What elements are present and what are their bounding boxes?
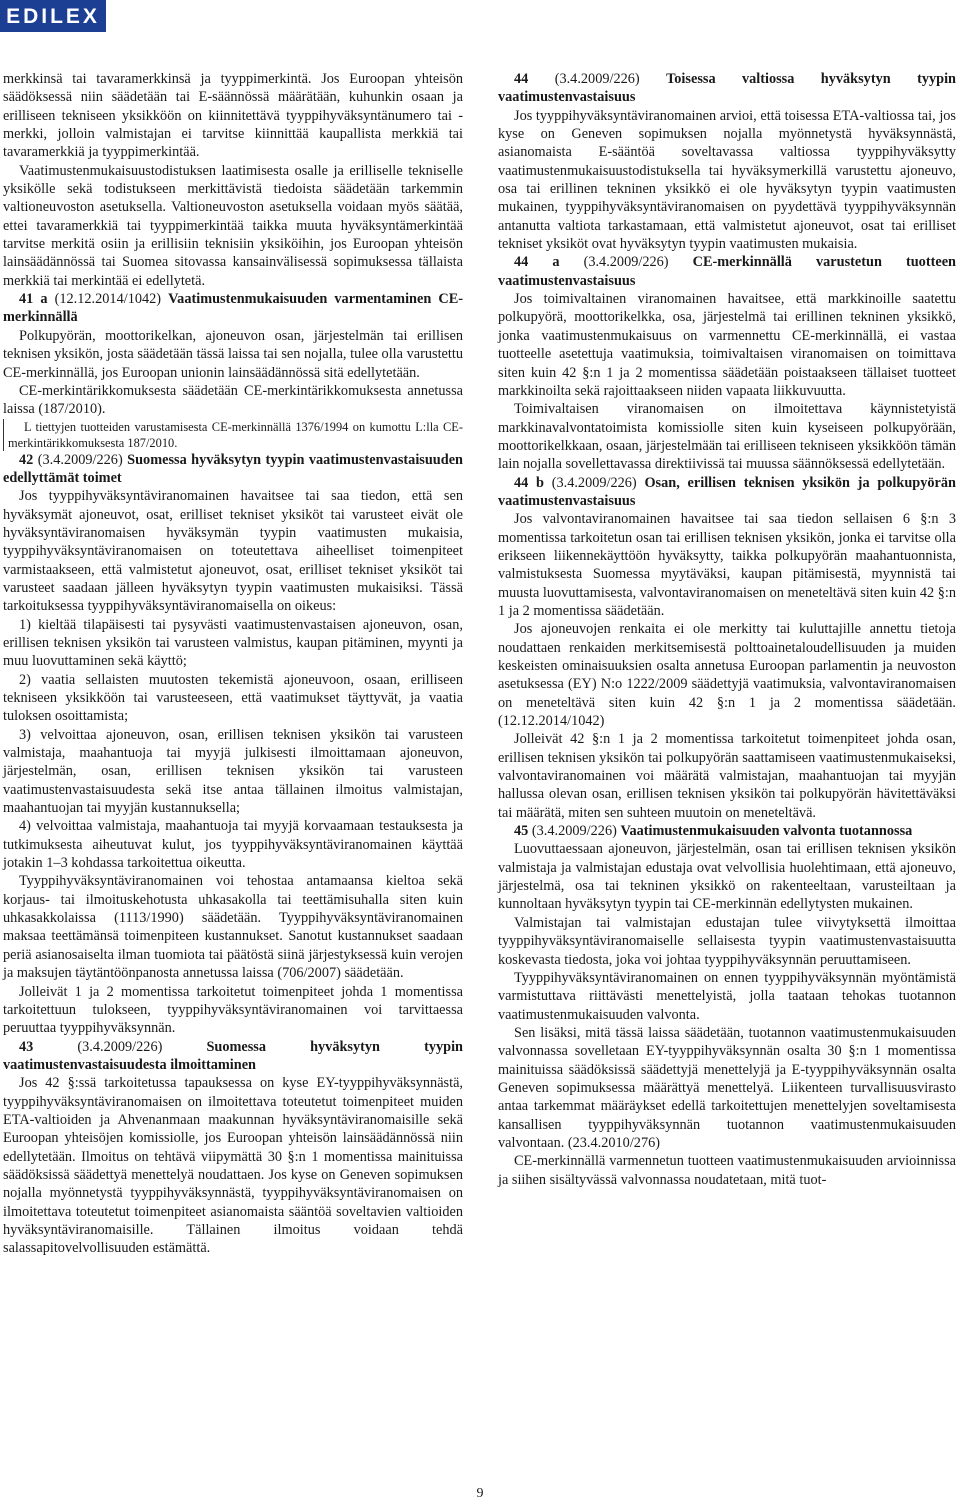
amendment-ref: (3.4.2009/226) — [551, 474, 637, 491]
section-heading-44 — [498, 70, 956, 107]
left-column — [3, 70, 463, 1258]
paragraph: Jolleivät 42 §:n 1 ja 2 momentissa tarkoitetut toimenpiteet johda osan, erillisen teknisen yksikön tai polkupyörän saattamiseen vaatimustenmukaiseksi, valvontaviranomainen voi määrätä valmistajan, maahantuojan tai myyjän hallussa olevan osan, erillisen teknisen yksikön tai polkupyörän hävitettäväksi tai määrätä, miten sen suhteen muutoin on meneteltävä. — [498, 731, 956, 821]
paragraph: Tyyppihyväksyntäviranomainen voi tehostaa antamaansa kieltoa sekä korjaus- tai ilmoituskehotusta uhkasakolla tai teettämisuhalla siten kuin uhkasakkolaissa (1113/1990) säädetään. Tyyppihyväksyntäviranomainen maksaa teettämänsä toimenpiteen kustannukset. Sanotut kustannukset saadaan periä asianosaiselta ilman tuomiota tai päätöstä siinä järjestyksessä kuin verojen ja maksujen täytäntöönpanosta annetussa laissa (706/2007) säädetään. — [3, 873, 463, 982]
paragraph: Valmistajan tai valmistajan edustajan tulee viivytyksettä ilmoittaa tyyppihyväksyntäviranomaiselle sellaisesta tyypin vaatimustenvastaisuutta koskevasta tiedosta, joka voi johtaa tyyppihyväksynnän peruuttamiseen. — [498, 914, 956, 968]
section-title: CE-merkinnällä varustetun tuotteen vaatimustenvastaisuus — [498, 254, 956, 289]
paragraph: merkkinsä tai tavaramerkkinsä ja tyyppimerkintä. Jos Euroopan yhteisön säädöksessä niin säädetään tai E-säännössä määrätään, kuhunkin osaan ja erilliseen tekniseen yksikköön on kiinnitettävä tyyppihyväksyntänumero tai -merkki, jolloin valmistajan ei tarvitse kiinnittää kaupallista merkkiä tai tavaramerkkiä ja tyyppimerkintää. — [3, 71, 463, 161]
list-item: 4) velvoittaa valmistaja, maahantuoja tai myyjä korvaamaan testauksesta ja tutkimuksesta aiheutuvat kulut, jos tyyppihyväksyntäviranomainen käyttää jotakin 1–3 kohdassa tarkoitettua oikeutta. — [3, 818, 463, 872]
paragraph: Vaatimustenmukaisuustodistuksen laatimisesta osalle ja erilliselle tekniselle yksikölle sekä todistukseen merkittävistä tiedoista säädetään tarkemmin valtioneuvoston asetuksella. Valtioneuvoston asetuksella voidaan myös säätää, ettei tavaramerkkiä tai tyyppimerkintää taikka muuta hyväksyntämerkintää tarvitse merkitä osiin ja erillisiin teknisiin yksiköihin, jos Euroopan yhteisön lainsäädännössä tai Suomea sitovassa kansainvälisessä sopimuksessa tällaista merkkiä tai merkintää ei edellytetä. — [3, 162, 463, 289]
section-title: Osan, erillisen teknisen yksikön ja polkupyörän vaatimustenvastaisuus — [498, 474, 956, 509]
amendment-ref: (3.4.2009/226) — [554, 71, 640, 87]
paragraph: Toimivaltaisen viranomaisen on ilmoitettava käynnistetyistä markkinavalvontatoimista komissiolle siten kuin kyseiseen polkupyörään, moottorikelkkaan, osaan, järjestelmään tai erilliseen tekniseen yksikköön tämän lain nojalla sovellettavassa direktiivissä tai muussa säännöksessä edellytetään. — [498, 401, 956, 473]
section-number: 42 — [19, 451, 34, 468]
section-title: Toisessa valtiossa hyväksytyn tyypin vaatimustenvastaisuus — [498, 71, 957, 106]
list-item: 1) kieltää tilapäisesti tai pysyvästi vaatimustenvastaisen ajoneuvon, osan, erillisen teknisen yksikön tai varusteen valmistus, kaupan pitäminen, myynti ja muu luovuttaminen sekä käyttö; — [3, 616, 463, 670]
amendment-ref: (3.4.2009/226) — [77, 1038, 163, 1055]
section-number: 45 — [514, 823, 529, 840]
section-heading-45 — [498, 822, 956, 840]
section-title: Suomessa hyväksytyn tyypin vaatimustenvastaisuuden edellyttämät toimet — [3, 451, 464, 486]
paragraph: CE-merkintärikkomuksesta säädetään CE-merkintärikkomuksesta annetussa laissa (187/2010). — [3, 382, 463, 418]
paragraph: Jos 42 §:ssä tarkoitetussa tapauksessa on kyse EY-tyyppihyväksynnästä, tyyppihyväksyntäviranomaisen on ilmoitettava toteutetut toimenpiteet muiden ETA-valtioiden ja Ahvenanmaan maakunnan hyväksyntäviranomaisille sekä Euroopan yhteisöjen komissiolle, jos Euroopan yhteisön lainsäädännössä niin edellytetään. Ilmoitus on tehtävä viipymättä 30 §:n 1 momentissa mainituissa säädöksissä säädettyä menettelyä noudattaen. Jos kyse on Geneven sopimuksen nojalla myönnetystä tyyppihyväksynnästä, tyyppihyväksyntäviranomaisen on ilmoitettava toteutetut toimenpiteet asianomaista sääntöä soveltavien valtioiden hyväksyntäviranomaisille. Tällainen ilmoitus voidaan tehdä salassapitovelvollisuuden estämättä. — [3, 1075, 463, 1257]
paragraph: Jos ajoneuvojen renkaita ei ole merkitty tai kuluttajille annettu tietoja noudattaen renkaiden merkitsemisestä polttoainetaloudellisuuden ja muiden keskeisten ominaisuuksien osalta annetusa Euroopan parlamentin ja neuvoston asetuksessa (EY) N:o 1222/2009 säädettyjä vaatimuksia, valvontaviranomaisen on meneteltävä siten kuin 42 §:n 1 ja 2 momentissa säädetään. (12.12.2014/1042) — [498, 621, 956, 730]
paragraph: Luovuttaessaan ajoneuvon, järjestelmän, osan tai erillisen teknisen yksikön valmistaja ja valmistajan edustaja ovat velvollisia huolehtimaan, että ajoneuvo, järjestelmä, osa tai tekninen yksikkö on rakenteeltaan, varusteiltaan ja kunnoltaan hyväksytyn tyypin tai CE-merkinnän edellytysten mukainen. — [498, 841, 956, 913]
amendment-ref: (3.4.2009/226) — [37, 451, 123, 468]
paragraph: Polkupyörän, moottorikelkan, ajoneuvon osan, järjestelmän tai erillisen teknisen yksikön, josta säädetään tässä laissa tai sen nojalla, tulee olla varustettu CE-merkinnällä, jos Euroopan unionin lainsäädännössä sitä edellytetään. — [3, 327, 463, 381]
paragraph: Jos valvontaviranomainen havaitsee tai saa tiedon sellaisen 6 §:n 3 momentissa tarkoitetun osan tai erillisen teknisen yksikön, jonka ei tarvitse olla erikseen liikennekäyttöön hyväksytty, taikka polkupyörän maahantuonnista, valmistuksesta Suomessa myytäväksi, kaupan pitämisestä, myynnistä tai muusta luovuttamisesta, valvontaviranomaisen on meneteltävä siten kuin 42 §:n 1 ja 2 momentissa säädetään. — [498, 511, 956, 619]
section-title: Vaatimustenmukaisuuden valvonta tuotannossa — [620, 823, 913, 840]
section-number: 44 a — [514, 254, 560, 271]
section-number: 44 — [514, 71, 529, 87]
section-heading-44b — [498, 474, 956, 511]
section-number: 41 a — [19, 291, 48, 308]
section-heading-41a — [3, 290, 463, 327]
paragraph: Jos toimivaltainen viranomainen havaitsee, että markkinoille saatettu polkupyörä, moottorikelkka, osa, järjestelmä tai erillinen tekninen yksikkö, jonka vaatimustenmukaisuus on varmennettu CE-merkinnällä, ei vastaa tuotteelle asetettuja vaatimuksia, toimivaltaisen viranomaisen on toimittava siten kuin 42 §:n 1 ja 2 momentissa säädetään poistaakseen tällaiset tuotteet markkinoilta sekä rajoittaakseen niiden vapaata liikkuvuutta. — [498, 291, 956, 399]
paragraph: Jos tyyppihyväksyntäviranomainen arvioi, että toisessa ETA-valtiossa tai, jos kyse on Geneven sopimuksen nojalla myönnetystä hyväksynnästä, asianomaista E-sääntöä soveltavassa valtiossa tyyppihyväksytty vaatimustenmukaisuustodistuksella tai hyväksymerkillä varustettu ajoneuvo, osa tai erillinen tekninen yksikkö ei ole hyväksytyn tyypin vaatimusten mukainen, tyyppihyväksyntäviranomaisen on pyydettävä tyyppihyväksynnän antanutta valtiota tarkastamaan, että valmistetut ajoneuvot, osat tai erilliset tekniset yksiköt ovat hyväksytyn tyypin vaatimusten mukaisia. — [498, 107, 956, 253]
paragraph: CE-merkinnällä varmennetun tuotteen vaatimustenmukaisuuden arvioinnissa ja siihen sisältyvässä valvonnassa noudatetaan, mitä tuot- — [498, 1153, 956, 1188]
edilex-logo — [0, 0, 106, 32]
paragraph: Jolleivät 1 ja 2 momentissa tarkoitetut toimenpiteet johda 1 momentissa tarkoitettuun tulokseen, tyyppihyväksyntäviranomainen voi tarvittaessa peruuttaa tyyppihyväksynnän. — [3, 983, 463, 1037]
section-number: 43 — [19, 1038, 34, 1055]
amendment-ref: (3.4.2009/226) — [583, 254, 669, 271]
section-number: 44 b — [514, 474, 544, 491]
section-heading-43 — [3, 1038, 463, 1075]
section-heading-44a — [498, 253, 956, 290]
list-item: 3) velvoittaa ajoneuvon, osan, erillisen teknisen yksikön tai varusteen valmistaja, maahantuoja tai myyjä julkisesti ilmoittamaan ajoneuvon, järjestelmän, osan, erillisen teknisen yksikön tai varusteen vaatimustenvastaisuudesta sekä itse antaa tällainen ilmoitus valmistajan, maahantuojan tai myyjän kustannuksella; — [3, 726, 463, 817]
amendment-ref: (3.4.2009/226) — [531, 823, 617, 840]
section-heading-42 — [3, 451, 463, 488]
logo-text: EDILEX — [6, 4, 100, 28]
page-number: 9 — [476, 1486, 484, 1501]
section-title: Suomessa hyväksytyn tyypin vaatimustenvastaisuudesta ilmoittaminen — [3, 1038, 464, 1073]
editor-note: L tiettyjen tuotteiden varustamisesta CE-merkinnällä 1376/1994 on kumottu L:lla CE-merkintärikkomuksesta 187/2010. — [3, 419, 463, 451]
section-title: Vaatimustenmukaisuuden varmentaminen CE-merkinnällä — [3, 291, 463, 326]
paragraph: Jos tyyppihyväksyntäviranomainen havaitsee tai saa tiedon, että sen hyväksymät ajoneuvot, osat, erilliset tekniset yksiköt tai varusteet eivät ole hyväksyntäviranomaisen hyväksymän tyypin vaatimusten mukaisia, tyyppihyväksyntäviranomaisen on toteutettava aiheelliset toimenpiteet varmistaakseen, että valmistetut ajoneuvot, osat, erilliset tekniset yksiköt tai varusteet saadaan jälleen hyväksytyn tyypin vaatimusten mukaisiksi. Tässä tarkoituksessa tyyppihyväksyntäviranomaisella on oikeus: — [3, 488, 463, 615]
paragraph: Tyyppihyväksyntäviranomainen on ennen tyyppihyväksynnän myöntämistä varmistuttava riittävästi menettelyistä, jolla taataan tehokas tuotannon vaatimustenmukaisuuden valvonta. — [498, 969, 956, 1023]
right-column — [498, 70, 956, 1189]
list-item: 2) vaatia sellaisten muutosten tekemistä ajoneuvoon, osaan, erilliseen tekniseen yksikköön tai varusteeseen, että vaatimukset täyttyvät, ja vaatia tuloksen osoittamista; — [3, 671, 463, 725]
paragraph: Sen lisäksi, mitä tässä laissa säädetään, tuotannon vaatimustenmukaisuuden valvonnassa sovelletaan EY-tyyppihyväksynnän osalta 30 §:n 1 momentissa mainituissa säädöksissä säädettyjä menettelyjä ja E-tyyppihyväksynnän osalta Geneven sopimuksessa määrättyä menettelyä. Liikenteen turvallisuusvirasto antaa tarkemmat määräykset edellä tarkoitettujen menettelyjen soveltamisesta kansallisen tyyppihyväksynnän tuotannon vaatimustenmukaisuuden valvontaan. (23.4.2010/276) — [498, 1024, 956, 1151]
amendment-ref: (12.12.2014/1042) — [54, 291, 162, 308]
